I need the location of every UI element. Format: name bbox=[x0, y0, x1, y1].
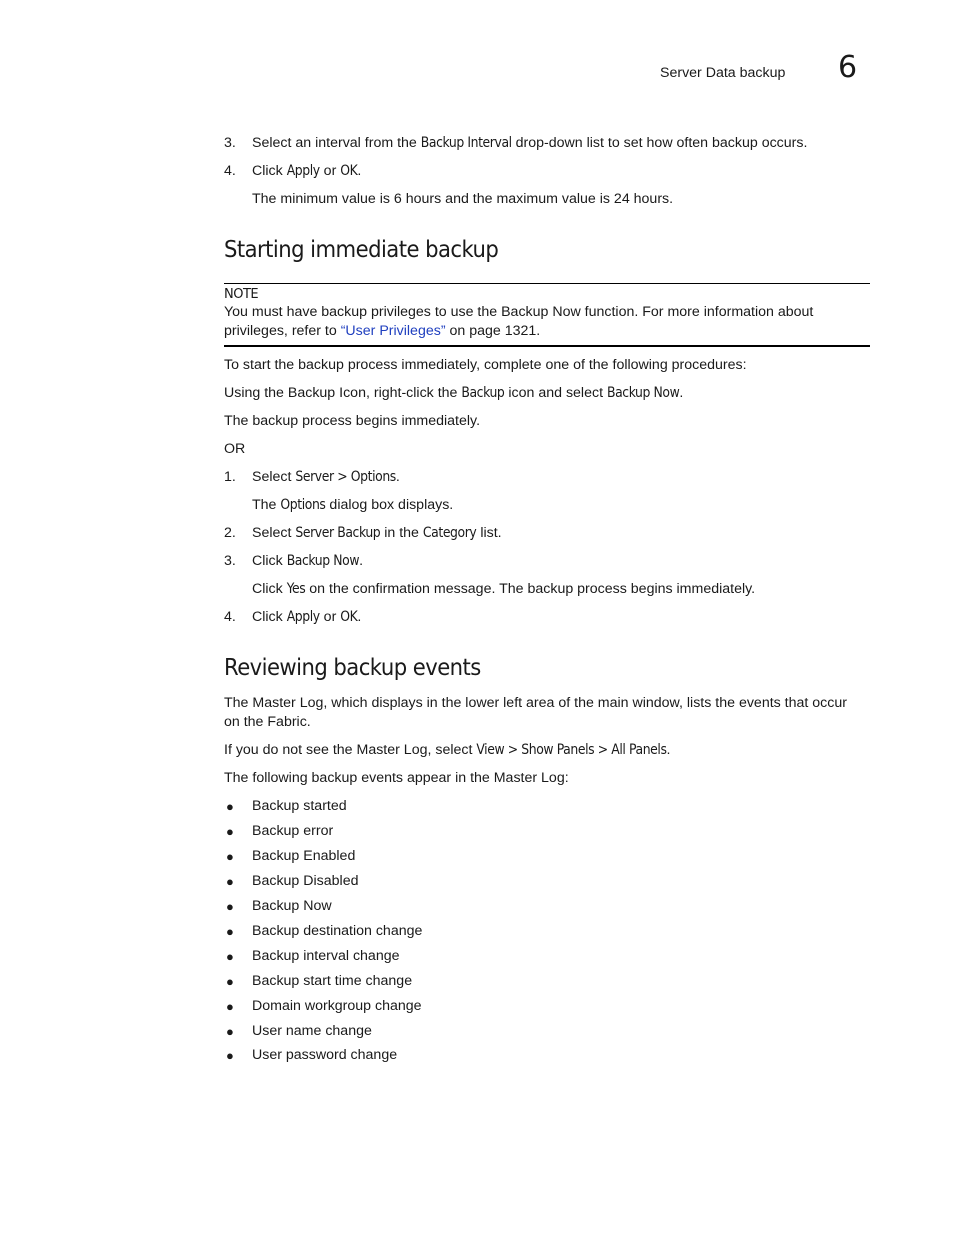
paragraph: If you do not see the Master Log, select View > Show Panels > All Panels. bbox=[224, 742, 671, 758]
bullet-icon: ● bbox=[226, 999, 234, 1014]
running-header-section-title: Server Data backup bbox=[660, 65, 786, 81]
bullet-icon: ● bbox=[226, 849, 234, 864]
paragraph-line-2: on the Fabric. bbox=[224, 714, 311, 730]
ui-term-yes: Yes bbox=[286, 581, 306, 597]
step-number: 4. bbox=[224, 609, 236, 625]
bullet-icon: ● bbox=[226, 874, 234, 889]
step-text: Click Apply or OK. bbox=[252, 609, 362, 625]
bullet-icon: ● bbox=[226, 949, 234, 964]
intro-step-note: The minimum value is 6 hours and the maximum value is 24 hours. bbox=[252, 191, 674, 207]
ui-term-server-backup: Server Backup bbox=[295, 525, 381, 541]
ui-term-backup-now: Backup Now bbox=[286, 553, 360, 569]
note-text-line-2: privileges, refer to “User Privileges” on page 1321. bbox=[224, 323, 541, 339]
note-top-rule bbox=[224, 283, 870, 284]
chapter-number: 6 bbox=[838, 50, 858, 85]
ui-term-apply: Apply bbox=[286, 609, 320, 625]
ui-term-ok: OK bbox=[340, 609, 358, 625]
user-privileges-link[interactable]: “User Privileges” bbox=[340, 323, 446, 339]
ui-term-ok: OK bbox=[340, 163, 358, 179]
paragraph: The backup process begins immediately. bbox=[224, 413, 481, 429]
ui-term-category: Category bbox=[422, 525, 477, 541]
paragraph-or: OR bbox=[224, 441, 246, 457]
step-text: Select an interval from the Backup Interval drop-down list to set how often backup occurs. bbox=[252, 135, 808, 151]
step-result: The Options dialog box displays. bbox=[252, 497, 454, 513]
step-number: 4. bbox=[224, 163, 236, 179]
bullet-icon: ● bbox=[226, 899, 234, 914]
bullet-icon: ● bbox=[226, 1048, 234, 1063]
step-text: Click Apply or OK. bbox=[252, 163, 362, 179]
ui-term-backup-now: Backup Now bbox=[606, 385, 680, 401]
step-number: 3. bbox=[224, 553, 236, 569]
paragraph: To start the backup process immediately, complete one of the following procedures: bbox=[224, 357, 747, 373]
bullet-icon: ● bbox=[226, 974, 234, 989]
note-label: NOTE bbox=[224, 287, 259, 302]
paragraph: The following backup events appear in the Master Log: bbox=[224, 770, 569, 786]
note-bottom-rule bbox=[224, 345, 870, 347]
paragraph-line-1: The Master Log, which displays in the lower left area of the main window, lists the events that occur bbox=[224, 695, 847, 711]
ui-term-options: Options bbox=[280, 497, 326, 513]
step-result: Click Yes on the confirmation message. The backup process begins immediately. bbox=[252, 581, 756, 597]
section-heading-starting-immediate-backup: Starting immediate backup bbox=[224, 237, 499, 263]
step-text: Select Server Backup in the Category list. bbox=[252, 525, 502, 541]
paragraph: Using the Backup Icon, right-click the Backup icon and select Backup Now. bbox=[224, 385, 684, 401]
bullet-icon: ● bbox=[226, 799, 234, 814]
ui-term-backup: Backup bbox=[461, 385, 505, 401]
ui-term-server-options: Server > Options bbox=[295, 469, 396, 485]
step-number: 1. bbox=[224, 469, 236, 485]
ui-term-backup-interval: Backup Interval bbox=[420, 135, 512, 151]
section-heading-reviewing-backup-events: Reviewing backup events bbox=[224, 655, 481, 681]
step-text: Select Server > Options. bbox=[252, 469, 400, 485]
step-number: 2. bbox=[224, 525, 236, 541]
ui-term-view-show-panels-all-panels: View > Show Panels > All Panels bbox=[476, 742, 667, 758]
step-text: Click Backup Now. bbox=[252, 553, 364, 569]
bullet-icon: ● bbox=[226, 1024, 234, 1039]
bullet-icon: ● bbox=[226, 924, 234, 939]
bullet-icon: ● bbox=[226, 824, 234, 839]
note-text-line-1: You must have backup privileges to use the Backup Now function. For more information about bbox=[224, 304, 814, 320]
step-number: 3. bbox=[224, 135, 236, 151]
ui-term-apply: Apply bbox=[286, 163, 320, 179]
